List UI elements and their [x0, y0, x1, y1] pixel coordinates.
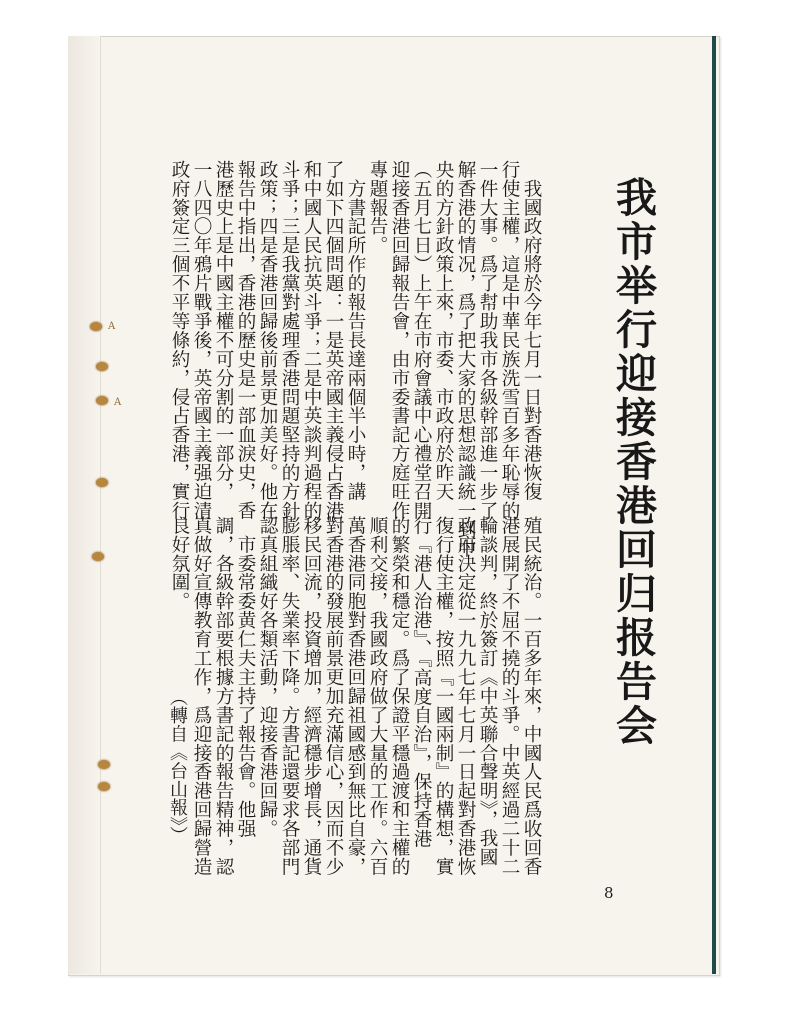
article-body-upper [168, 160, 542, 558]
text-column: 良好氛圍。 [169, 516, 190, 611]
binding-hole [96, 478, 108, 487]
text-column: 我國政府將於今年七月一日對香港恢復 [521, 160, 542, 502]
text-column: 和中國人民抗英斗爭；二是中英談判過程的 [301, 160, 322, 521]
text-column: 的繁榮和穩定。爲了保證平穩過渡和主權的 [389, 516, 410, 877]
text-column: 調，各級幹部要根據方書記的報告精神，認 [213, 516, 234, 877]
text-column: 市委常委黄仁夫主持了報告會。他强 [235, 516, 256, 839]
text-column: 方書記所作的報告長達兩個半小時，講 [345, 160, 366, 502]
text-column: 行使主權，這是中華民族洗雪百多年恥辱的 [499, 160, 520, 521]
text-column: 央的方針政策上來，市委、市政府於昨天 [433, 160, 454, 502]
text-column: 一件大事。爲了幇助我市各級幹部進一步了 [477, 160, 498, 521]
text-column: 報告中指出，香港的歷史是一部血淚史，香 [235, 160, 256, 521]
text-column: 迎接香港回歸報告會，由市委書記方庭旺作 [389, 160, 410, 521]
text-column: 專題報告。 [367, 160, 388, 255]
text-column: 膨脹率、失業率下降。方書記還要求各部門 [279, 516, 300, 877]
text-column: 政府決定從一九九七年七月一日起對香港恢 [455, 516, 476, 877]
page-edge-rule [712, 36, 716, 974]
text-column: 移民回流，投資增加，經濟穩步增長，通貨 [301, 516, 322, 877]
text-column: 一八四〇年鴉片戰爭後，英帝國主義强迫清 [191, 160, 212, 521]
headline: 我市举行迎接香港回归报告会 [609, 176, 657, 748]
text-column: 復行使主權，按照『一國兩制』的構想，實 [433, 516, 454, 877]
text-column: 萬香港同胞對香港回歸祖國感到無比自豪， [345, 516, 366, 877]
text-column: 殖民統治。一百多年來，中國人民爲收回香 [521, 516, 542, 877]
text-column: 行『港人治港』、『高度自治』，保持香港 [411, 516, 432, 849]
text-column: 港展開了不屈不撓的斗爭。中英經過二十二 [499, 516, 520, 877]
source-note: （轉自《台山報》） [167, 688, 188, 845]
binding-hole [98, 782, 110, 791]
binding-mark: A [114, 397, 122, 408]
text-column: 了如下四個問題：一是英帝國主義侵占香港 [323, 160, 344, 521]
text-column: 真做好宣傳教育工作，爲迎接香港回歸營造 [191, 516, 212, 877]
text-column: 解香港的情况，爲了把大家的思想認識統一到中 [455, 160, 476, 558]
binding-mark: A [108, 321, 116, 332]
text-column: （五月七日）上午在市府會議中心禮堂召開 [411, 160, 432, 521]
binding-hole [96, 396, 108, 405]
text-column: 輪談判，終於簽訂《中英聯合聲明》，我國 [477, 516, 498, 867]
text-column: 政策；四是香港回歸後前景更加美好。他在 [257, 160, 278, 521]
text-column: 對香港的發展前景更加充滿信心，因而不少 [323, 516, 344, 877]
page-number: 8 [604, 884, 614, 902]
text-column: 政府簽定三個不平等條約，侵占香港，實行 [169, 160, 190, 521]
binding-hole [90, 322, 102, 331]
binding-hole [98, 760, 110, 769]
binding-edge [68, 36, 101, 974]
text-column: 順利交接，我國政府做了大量的工作。六百 [367, 516, 388, 877]
article-body-lower [168, 516, 542, 877]
binding-hole [96, 362, 108, 371]
text-column: 港歷史上是中國主權不可分割的一部分， [213, 160, 234, 502]
text-column: 認真組織好各類活動，迎接香港回歸。 [257, 516, 278, 839]
text-column: 斗爭；三是我黨對處理香港問題堅持的方針 [279, 160, 300, 521]
binding-hole [92, 552, 104, 561]
